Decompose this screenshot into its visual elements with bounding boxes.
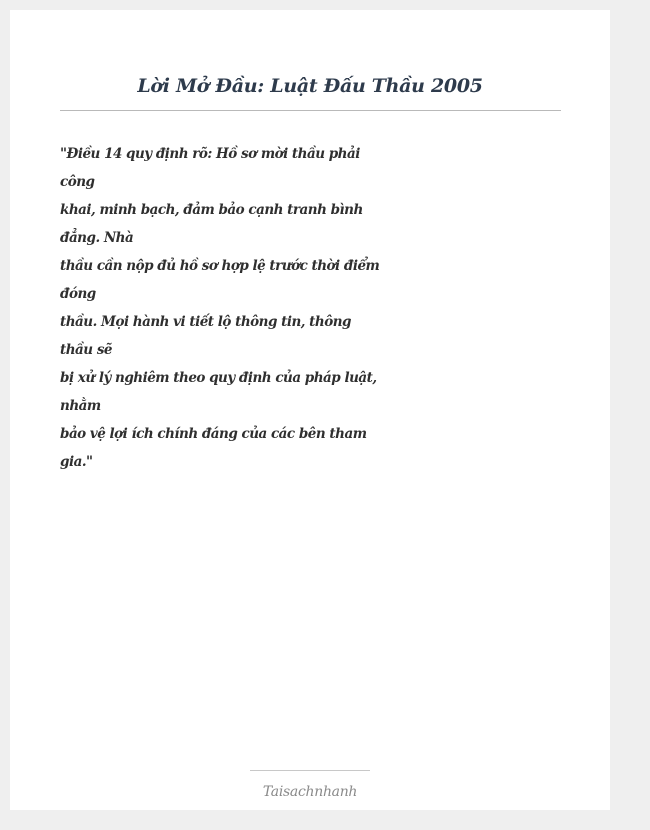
body-line: bảo vệ lợi ích chính đáng của các bên tham — [60, 426, 367, 442]
page-title: Lời Mở Đầu: Luật Đấu Thầu 2005 — [137, 75, 483, 97]
body-line: thầu. Mọi hành vi tiết lộ thông tin, thông — [60, 314, 351, 330]
document-page — [10, 10, 610, 810]
footer-source: Taisachnhanh — [262, 784, 358, 800]
body-paragraph — [60, 140, 380, 476]
footer-divider — [250, 770, 370, 771]
body-line: công — [60, 174, 95, 190]
body-line: "Điều 14 quy định rõ: Hồ sơ mời thầu phải — [60, 146, 360, 162]
title-divider — [60, 110, 561, 111]
body-line: thầu sẽ — [60, 342, 113, 358]
body-line: đóng — [60, 286, 96, 302]
body-line: đẳng. Nhà — [60, 230, 134, 246]
body-line: gia." — [60, 454, 93, 470]
body-line: khai, minh bạch, đảm bảo cạnh tranh bình — [60, 202, 363, 218]
body-line: nhằm — [60, 398, 101, 414]
body-line: bị xử lý nghiêm theo quy định của pháp luật, — [60, 370, 377, 386]
body-line: thầu cần nộp đủ hồ sơ hợp lệ trước thời điểm — [60, 258, 380, 274]
